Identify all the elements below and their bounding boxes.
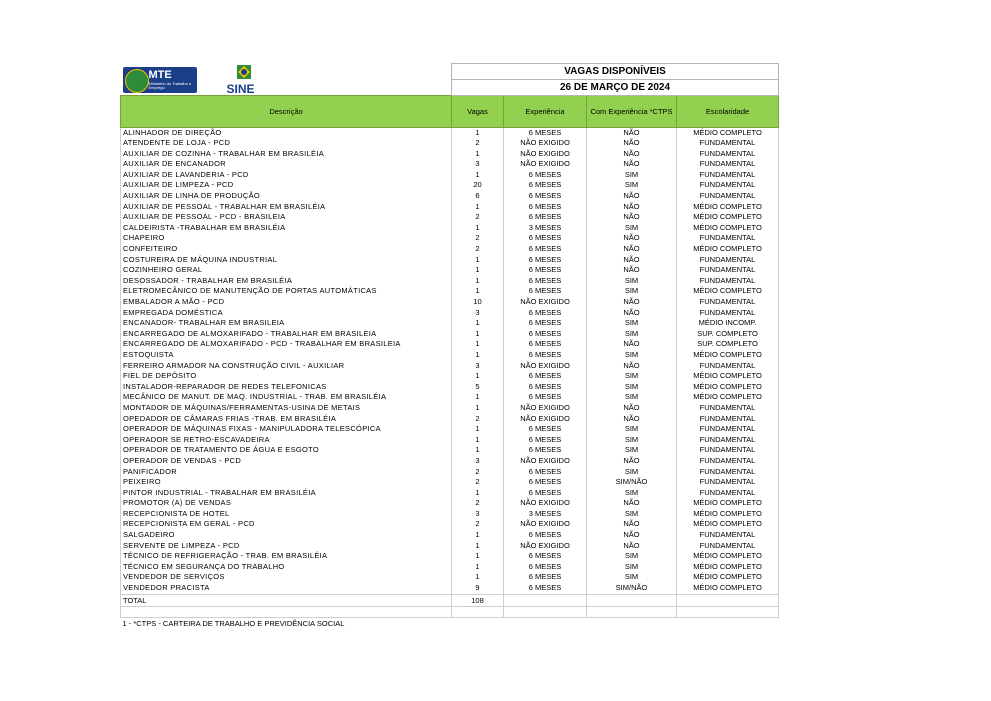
cell-escolaridade: FUNDAMENTAL bbox=[677, 456, 779, 467]
cell-ctps: SIM bbox=[587, 180, 677, 191]
cell-escolaridade: FUNDAMENTAL bbox=[677, 308, 779, 319]
cell-escolaridade: MÉDIO INCOMP. bbox=[677, 318, 779, 329]
cell-descricao: EMPREGADA DOMÉSTICA bbox=[121, 308, 452, 319]
cell-ctps: NÃO bbox=[587, 339, 677, 350]
cell-descricao: TÉCNICO DE REFRIGERAÇÃO - TRAB. EM BRASILÉIA bbox=[121, 551, 452, 562]
cell-descricao: AUXILIAR DE LAVANDERIA - PCD bbox=[121, 170, 452, 181]
cell-descricao: EMBALADOR A MÃO - PCD bbox=[121, 297, 452, 308]
cell-experiencia: 6 MESES bbox=[504, 276, 587, 287]
cell-vagas: 3 bbox=[452, 308, 504, 319]
sine-logo bbox=[227, 65, 263, 95]
table-row bbox=[121, 191, 779, 202]
cell-ctps: SIM bbox=[587, 286, 677, 297]
cell-vagas: 1 bbox=[452, 255, 504, 266]
table-row bbox=[121, 562, 779, 573]
cell-experiencia: NÃO EXIGIDO bbox=[504, 361, 587, 372]
cell-experiencia: 6 MESES bbox=[504, 382, 587, 393]
cell-descricao: AUXILIAR DE ENCANADOR bbox=[121, 159, 452, 170]
cell-experiencia: 6 MESES bbox=[504, 180, 587, 191]
cell-descricao: AUXILIAR DE PESSOAL - PCD - BRASILEIA bbox=[121, 212, 452, 223]
cell-escolaridade: MÉDIO COMPLETO bbox=[677, 551, 779, 562]
mte-logo bbox=[123, 67, 197, 93]
table-row bbox=[121, 382, 779, 393]
cell-escolaridade: MÉDIO COMPLETO bbox=[677, 202, 779, 213]
cell-descricao: AUXILIAR DE COZINHA - TRABALHAR EM BRASILÉIA bbox=[121, 149, 452, 160]
cell-descricao: COZINHEIRO GERAL bbox=[121, 265, 452, 276]
cell-vagas: 1 bbox=[452, 170, 504, 181]
cell-vagas: 1 bbox=[452, 403, 504, 414]
cell-experiencia: NÃO EXIGIDO bbox=[504, 519, 587, 530]
cell-experiencia: NÃO EXIGIDO bbox=[504, 138, 587, 149]
cell-descricao: PROMOTOR (A) DE VENDAS bbox=[121, 498, 452, 509]
table-row bbox=[121, 551, 779, 562]
cell-vagas: 1 bbox=[452, 223, 504, 234]
table-row bbox=[121, 233, 779, 244]
table-row bbox=[121, 138, 779, 149]
cell-descricao: PEIXEIRO bbox=[121, 477, 452, 488]
table-row bbox=[121, 350, 779, 361]
cell-ctps: SIM bbox=[587, 424, 677, 435]
cell-ctps: SIM bbox=[587, 329, 677, 340]
cell-vagas: 1 bbox=[452, 371, 504, 382]
cell-vagas: 1 bbox=[452, 572, 504, 583]
cell-ctps: NÃO bbox=[587, 414, 677, 425]
cell-ctps: NÃO bbox=[587, 138, 677, 149]
table-row bbox=[121, 339, 779, 350]
cell-experiencia: 6 MESES bbox=[504, 191, 587, 202]
cell-experiencia: 6 MESES bbox=[504, 308, 587, 319]
cell-ctps: NÃO bbox=[587, 191, 677, 202]
job-vacancies-sheet bbox=[120, 63, 778, 630]
cell-experiencia: 6 MESES bbox=[504, 244, 587, 255]
table-row bbox=[121, 212, 779, 223]
table-row bbox=[121, 467, 779, 478]
cell-vagas: 1 bbox=[452, 149, 504, 160]
cell-escolaridade: MÉDIO COMPLETO bbox=[677, 223, 779, 234]
cell-vagas: 2 bbox=[452, 233, 504, 244]
cell-vagas: 2 bbox=[452, 519, 504, 530]
cell-descricao: ENCARREGADO DE ALMOXARIFADO - TRABALHAR EM BRASILEIA bbox=[121, 329, 452, 340]
cell-escolaridade: FUNDAMENTAL bbox=[677, 265, 779, 276]
cell-ctps: SIM bbox=[587, 445, 677, 456]
cell-vagas: 1 bbox=[452, 202, 504, 213]
cell-escolaridade: SUP. COMPLETO bbox=[677, 329, 779, 340]
cell-escolaridade: FUNDAMENTAL bbox=[677, 361, 779, 372]
cell-experiencia: 6 MESES bbox=[504, 445, 587, 456]
cell-ctps: SIM bbox=[587, 318, 677, 329]
cell-ctps: SIM bbox=[587, 371, 677, 382]
cell-vagas: 1 bbox=[452, 392, 504, 403]
table-row bbox=[121, 180, 779, 191]
table-row bbox=[121, 361, 779, 372]
table-row bbox=[121, 509, 779, 520]
cell-descricao: CONFEITEIRO bbox=[121, 244, 452, 255]
table-row bbox=[121, 530, 779, 541]
column-header-row bbox=[121, 95, 779, 127]
cell-descricao: SALGADEIRO bbox=[121, 530, 452, 541]
cell-experiencia: 6 MESES bbox=[504, 467, 587, 478]
cell-vagas: 5 bbox=[452, 382, 504, 393]
cell-experiencia: NÃO EXIGIDO bbox=[504, 149, 587, 160]
cell-descricao: DESOSSADOR - TRABALHAR EM BRASILÉIA bbox=[121, 276, 452, 287]
cell-vagas: 1 bbox=[452, 339, 504, 350]
cell-ctps: NÃO bbox=[587, 244, 677, 255]
cell-escolaridade: FUNDAMENTAL bbox=[677, 435, 779, 446]
logo-cell bbox=[121, 64, 452, 96]
cell-descricao: OPERADOR SE RETRO-ESCAVADEIRA bbox=[121, 435, 452, 446]
footnote: 1 - *CTPS - CARTEIRA DE TRABALHO E PREVIDÊNCIA SOCIAL bbox=[122, 618, 345, 628]
cell-ctps: NÃO bbox=[587, 530, 677, 541]
cell-escolaridade: MÉDIO COMPLETO bbox=[677, 127, 779, 138]
table-row bbox=[121, 255, 779, 266]
cell-vagas: 6 bbox=[452, 191, 504, 202]
cell-ctps: NÃO bbox=[587, 498, 677, 509]
cell-descricao: VENDEDOR DE SERVIÇOS bbox=[121, 572, 452, 583]
cell-descricao: COSTUREIRA DE MÁQUINA INDUSTRIAL bbox=[121, 255, 452, 266]
cell-escolaridade: FUNDAMENTAL bbox=[677, 467, 779, 478]
cell-descricao: PANIFICADOR bbox=[121, 467, 452, 478]
col-escolaridade: Escolaridade bbox=[677, 95, 779, 127]
cell-experiencia: 6 MESES bbox=[504, 339, 587, 350]
cell-escolaridade: MÉDIO COMPLETO bbox=[677, 583, 779, 594]
cell-vagas: 1 bbox=[452, 541, 504, 552]
cell-escolaridade: FUNDAMENTAL bbox=[677, 445, 779, 456]
table-row bbox=[121, 414, 779, 425]
cell-experiencia: 6 MESES bbox=[504, 392, 587, 403]
cell-vagas: 1 bbox=[452, 318, 504, 329]
cell-ctps: SIM bbox=[587, 467, 677, 478]
cell-ctps: NÃO bbox=[587, 149, 677, 160]
cell-descricao: AUXILIAR DE LIMPEZA - PCD bbox=[121, 180, 452, 191]
table-row bbox=[121, 519, 779, 530]
cell-ctps: SIM bbox=[587, 509, 677, 520]
cell-escolaridade: FUNDAMENTAL bbox=[677, 276, 779, 287]
mte-logo-subtitle: Ministério do Trabalho e Emprego bbox=[148, 80, 192, 90]
cell-vagas: 1 bbox=[452, 562, 504, 573]
cell-escolaridade: MÉDIO COMPLETO bbox=[677, 562, 779, 573]
sine-mark-icon bbox=[237, 65, 251, 79]
cell-vagas: 1 bbox=[452, 265, 504, 276]
cell-ctps: NÃO bbox=[587, 297, 677, 308]
cell-experiencia: 6 MESES bbox=[504, 350, 587, 361]
cell-experiencia: 6 MESES bbox=[504, 530, 587, 541]
cell-experiencia: 3 MESES bbox=[504, 509, 587, 520]
cell-ctps: SIM bbox=[587, 170, 677, 181]
footnote-row bbox=[121, 617, 779, 630]
cell-ctps: NÃO bbox=[587, 456, 677, 467]
cell-escolaridade: FUNDAMENTAL bbox=[677, 149, 779, 160]
cell-ctps: NÃO bbox=[587, 202, 677, 213]
cell-vagas: 2 bbox=[452, 244, 504, 255]
page-title: VAGAS DISPONÍVEIS bbox=[452, 64, 779, 80]
cell-experiencia: 6 MESES bbox=[504, 488, 587, 499]
table-row bbox=[121, 371, 779, 382]
cell-ctps: SIM bbox=[587, 276, 677, 287]
cell-descricao: AUXILIAR DE PESSOAL - TRABALHAR EM BRASILÉIA bbox=[121, 202, 452, 213]
cell-vagas: 1 bbox=[452, 445, 504, 456]
cell-descricao: CALDEIRISTA -TRABALHAR EM BRASILÉIA bbox=[121, 223, 452, 234]
cell-experiencia: 6 MESES bbox=[504, 371, 587, 382]
cell-escolaridade: FUNDAMENTAL bbox=[677, 255, 779, 266]
cell-vagas: 10 bbox=[452, 297, 504, 308]
cell-vagas: 3 bbox=[452, 509, 504, 520]
total-label: TOTAL bbox=[121, 594, 452, 606]
table-row bbox=[121, 445, 779, 456]
cell-escolaridade: FUNDAMENTAL bbox=[677, 488, 779, 499]
table-row bbox=[121, 583, 779, 594]
cell-descricao: RECEPCIONISTA EM GERAL - PCD bbox=[121, 519, 452, 530]
table-row bbox=[121, 276, 779, 287]
cell-vagas: 1 bbox=[452, 551, 504, 562]
cell-vagas: 1 bbox=[452, 530, 504, 541]
cell-escolaridade: FUNDAMENTAL bbox=[677, 180, 779, 191]
cell-descricao: ATENDENTE DE LOJA - PCD bbox=[121, 138, 452, 149]
cell-descricao: OPEDADOR DE CÂMARAS FRIAS -TRAB. EM BRASILÉIA bbox=[121, 414, 452, 425]
cell-experiencia: NÃO EXIGIDO bbox=[504, 414, 587, 425]
blank-row bbox=[121, 606, 779, 617]
cell-vagas: 3 bbox=[452, 159, 504, 170]
cell-experiencia: NÃO EXIGIDO bbox=[504, 498, 587, 509]
cell-experiencia: 6 MESES bbox=[504, 255, 587, 266]
table-row bbox=[121, 149, 779, 160]
cell-experiencia: NÃO EXIGIDO bbox=[504, 456, 587, 467]
col-com-experiencia: Com Experiência *CTPS bbox=[587, 95, 677, 127]
cell-vagas: 1 bbox=[452, 350, 504, 361]
cell-ctps: SIM bbox=[587, 435, 677, 446]
cell-ctps: SIM/NÃO bbox=[587, 583, 677, 594]
table-row bbox=[121, 456, 779, 467]
table-row bbox=[121, 435, 779, 446]
cell-escolaridade: FUNDAMENTAL bbox=[677, 477, 779, 488]
cell-experiencia: 6 MESES bbox=[504, 212, 587, 223]
cell-escolaridade: FUNDAMENTAL bbox=[677, 170, 779, 181]
vacancies-table bbox=[120, 63, 779, 630]
cell-vagas: 1 bbox=[452, 127, 504, 138]
cell-descricao: INSTALADOR-REPARADOR DE REDES TELEFONICAS bbox=[121, 382, 452, 393]
cell-ctps: SIM bbox=[587, 488, 677, 499]
table-row bbox=[121, 318, 779, 329]
cell-experiencia: 6 MESES bbox=[504, 551, 587, 562]
cell-descricao: TÉCNICO EM SEGURANÇA DO TRABALHO bbox=[121, 562, 452, 573]
cell-descricao: SERVENTE DE LIMPEZA - PCD bbox=[121, 541, 452, 552]
cell-escolaridade: MÉDIO COMPLETO bbox=[677, 382, 779, 393]
cell-descricao: MECÂNICO DE MANUT. DE MAQ. INDUSTRIAL - TRAB. EM BRASILÉIA bbox=[121, 392, 452, 403]
cell-experiencia: NÃO EXIGIDO bbox=[504, 403, 587, 414]
col-experiencia: Experiência bbox=[504, 95, 587, 127]
cell-experiencia: NÃO EXIGIDO bbox=[504, 297, 587, 308]
cell-ctps: SIM/NÃO bbox=[587, 477, 677, 488]
total-value: 108 bbox=[452, 594, 504, 606]
cell-ctps: SIM bbox=[587, 382, 677, 393]
cell-escolaridade: MÉDIO COMPLETO bbox=[677, 572, 779, 583]
cell-descricao: AUXILIAR DE LINHA DE PRODUÇÃO bbox=[121, 191, 452, 202]
table-row bbox=[121, 329, 779, 340]
table-row bbox=[121, 170, 779, 181]
cell-escolaridade: MÉDIO COMPLETO bbox=[677, 498, 779, 509]
cell-descricao: OPERADOR DE TRATAMENTO DE ÁGUA E ESGOTO bbox=[121, 445, 452, 456]
table-row bbox=[121, 244, 779, 255]
table-row bbox=[121, 572, 779, 583]
cell-experiencia: 6 MESES bbox=[504, 202, 587, 213]
cell-ctps: SIM bbox=[587, 223, 677, 234]
cell-escolaridade: MÉDIO COMPLETO bbox=[677, 350, 779, 361]
sine-logo-text: SINE bbox=[226, 81, 255, 95]
cell-escolaridade: FUNDAMENTAL bbox=[677, 233, 779, 244]
table-row bbox=[121, 541, 779, 552]
table-row bbox=[121, 286, 779, 297]
cell-vagas: 1 bbox=[452, 276, 504, 287]
cell-vagas: 1 bbox=[452, 488, 504, 499]
cell-ctps: SIM bbox=[587, 392, 677, 403]
cell-descricao: OPERADOR DE VENDAS - PCD bbox=[121, 456, 452, 467]
table-row bbox=[121, 498, 779, 509]
cell-ctps: SIM bbox=[587, 551, 677, 562]
cell-experiencia: 6 MESES bbox=[504, 583, 587, 594]
cell-ctps: NÃO bbox=[587, 159, 677, 170]
cell-ctps: NÃO bbox=[587, 541, 677, 552]
cell-descricao: CHAPEIRO bbox=[121, 233, 452, 244]
table-row bbox=[121, 202, 779, 213]
cell-vagas: 2 bbox=[452, 212, 504, 223]
table-row bbox=[121, 477, 779, 488]
cell-escolaridade: MÉDIO COMPLETO bbox=[677, 392, 779, 403]
cell-experiencia: 6 MESES bbox=[504, 562, 587, 573]
cell-descricao: ELETROMECÂNICO DE MANUTENÇÃO DE PORTAS AUTOMÁTICAS bbox=[121, 286, 452, 297]
table-row bbox=[121, 488, 779, 499]
cell-escolaridade: SUP. COMPLETO bbox=[677, 339, 779, 350]
mte-logo-text: MTE bbox=[148, 68, 172, 81]
table-row bbox=[121, 403, 779, 414]
cell-vagas: 1 bbox=[452, 286, 504, 297]
cell-descricao: FIEL DE DEPÓSITO bbox=[121, 371, 452, 382]
cell-descricao: ENCARREGADO DE ALMOXARIFADO - PCD - TRABALHAR EM BRASILEIA bbox=[121, 339, 452, 350]
cell-descricao: ALINHADOR DE DIREÇÃO bbox=[121, 127, 452, 138]
cell-vagas: 1 bbox=[452, 435, 504, 446]
cell-descricao: ENCANADOR- TRABALHAR EM BRASILEIA bbox=[121, 318, 452, 329]
cell-vagas: 3 bbox=[452, 456, 504, 467]
cell-experiencia: 6 MESES bbox=[504, 127, 587, 138]
cell-vagas: 3 bbox=[452, 361, 504, 372]
cell-descricao: MONTADOR DE MÁQUINAS/FERRAMENTAS-USINA DE METAIS bbox=[121, 403, 452, 414]
table-row bbox=[121, 223, 779, 234]
cell-ctps: NÃO bbox=[587, 233, 677, 244]
cell-escolaridade: FUNDAMENTAL bbox=[677, 138, 779, 149]
cell-vagas: 2 bbox=[452, 138, 504, 149]
table-row bbox=[121, 392, 779, 403]
table-row bbox=[121, 308, 779, 319]
table-row bbox=[121, 159, 779, 170]
page-date: 26 DE MARÇO DE 2024 bbox=[452, 79, 779, 95]
cell-escolaridade: MÉDIO COMPLETO bbox=[677, 212, 779, 223]
cell-vagas: 20 bbox=[452, 180, 504, 191]
cell-vagas: 2 bbox=[452, 467, 504, 478]
table-row bbox=[121, 265, 779, 276]
cell-vagas: 2 bbox=[452, 414, 504, 425]
cell-escolaridade: MÉDIO COMPLETO bbox=[677, 371, 779, 382]
table-row bbox=[121, 127, 779, 138]
cell-ctps: NÃO bbox=[587, 519, 677, 530]
cell-experiencia: 6 MESES bbox=[504, 170, 587, 181]
cell-descricao: VENDEDOR PRACISTA bbox=[121, 583, 452, 594]
cell-ctps: NÃO bbox=[587, 361, 677, 372]
cell-descricao: RECEPCIONISTA DE HOTEL bbox=[121, 509, 452, 520]
cell-escolaridade: FUNDAMENTAL bbox=[677, 297, 779, 308]
cell-ctps: NÃO bbox=[587, 308, 677, 319]
cell-vagas: 1 bbox=[452, 424, 504, 435]
col-descricao: Descrição bbox=[121, 95, 452, 127]
cell-escolaridade: FUNDAMENTAL bbox=[677, 541, 779, 552]
cell-vagas: 2 bbox=[452, 477, 504, 488]
total-row bbox=[121, 594, 779, 606]
cell-vagas: 1 bbox=[452, 329, 504, 340]
cell-escolaridade: FUNDAMENTAL bbox=[677, 191, 779, 202]
table-row bbox=[121, 297, 779, 308]
cell-escolaridade: MÉDIO COMPLETO bbox=[677, 519, 779, 530]
cell-escolaridade: MÉDIO COMPLETO bbox=[677, 244, 779, 255]
cell-ctps: SIM bbox=[587, 572, 677, 583]
cell-experiencia: 6 MESES bbox=[504, 318, 587, 329]
cell-ctps: NÃO bbox=[587, 255, 677, 266]
cell-escolaridade: FUNDAMENTAL bbox=[677, 159, 779, 170]
cell-ctps: NÃO bbox=[587, 403, 677, 414]
cell-descricao: OPERADOR DE MÁQUINAS FIXAS - MANIPULADORA TELESCÓPICA bbox=[121, 424, 452, 435]
cell-experiencia: NÃO EXIGIDO bbox=[504, 159, 587, 170]
cell-experiencia: 3 MESES bbox=[504, 223, 587, 234]
cell-descricao: PINTOR INDUSTRIAL - TRABALHAR EM BRASILÉIA bbox=[121, 488, 452, 499]
cell-experiencia: 6 MESES bbox=[504, 424, 587, 435]
cell-escolaridade: FUNDAMENTAL bbox=[677, 424, 779, 435]
cell-ctps: SIM bbox=[587, 350, 677, 361]
brazil-emblem-icon bbox=[125, 69, 149, 93]
cell-experiencia: 6 MESES bbox=[504, 233, 587, 244]
col-vagas: Vagas bbox=[452, 95, 504, 127]
cell-descricao: FERREIRO ARMADOR NA CONSTRUÇÃO CIVIL - AUXILIAR bbox=[121, 361, 452, 372]
cell-experiencia: 6 MESES bbox=[504, 572, 587, 583]
cell-escolaridade: MÉDIO COMPLETO bbox=[677, 509, 779, 520]
cell-ctps: SIM bbox=[587, 562, 677, 573]
cell-vagas: 2 bbox=[452, 498, 504, 509]
cell-experiencia: 6 MESES bbox=[504, 329, 587, 340]
cell-vagas: 9 bbox=[452, 583, 504, 594]
cell-experiencia: NÃO EXIGIDO bbox=[504, 541, 587, 552]
cell-descricao: ESTOQUISTA bbox=[121, 350, 452, 361]
table-row bbox=[121, 424, 779, 435]
cell-ctps: NÃO bbox=[587, 127, 677, 138]
cell-escolaridade: FUNDAMENTAL bbox=[677, 530, 779, 541]
cell-ctps: NÃO bbox=[587, 265, 677, 276]
vacancy-rows bbox=[121, 127, 779, 594]
cell-experiencia: 6 MESES bbox=[504, 286, 587, 297]
cell-escolaridade: MÉDIO COMPLETO bbox=[677, 286, 779, 297]
cell-experiencia: 6 MESES bbox=[504, 265, 587, 276]
cell-experiencia: 6 MESES bbox=[504, 477, 587, 488]
cell-experiencia: 6 MESES bbox=[504, 435, 587, 446]
cell-ctps: NÃO bbox=[587, 212, 677, 223]
cell-escolaridade: FUNDAMENTAL bbox=[677, 414, 779, 425]
cell-escolaridade: FUNDAMENTAL bbox=[677, 403, 779, 414]
